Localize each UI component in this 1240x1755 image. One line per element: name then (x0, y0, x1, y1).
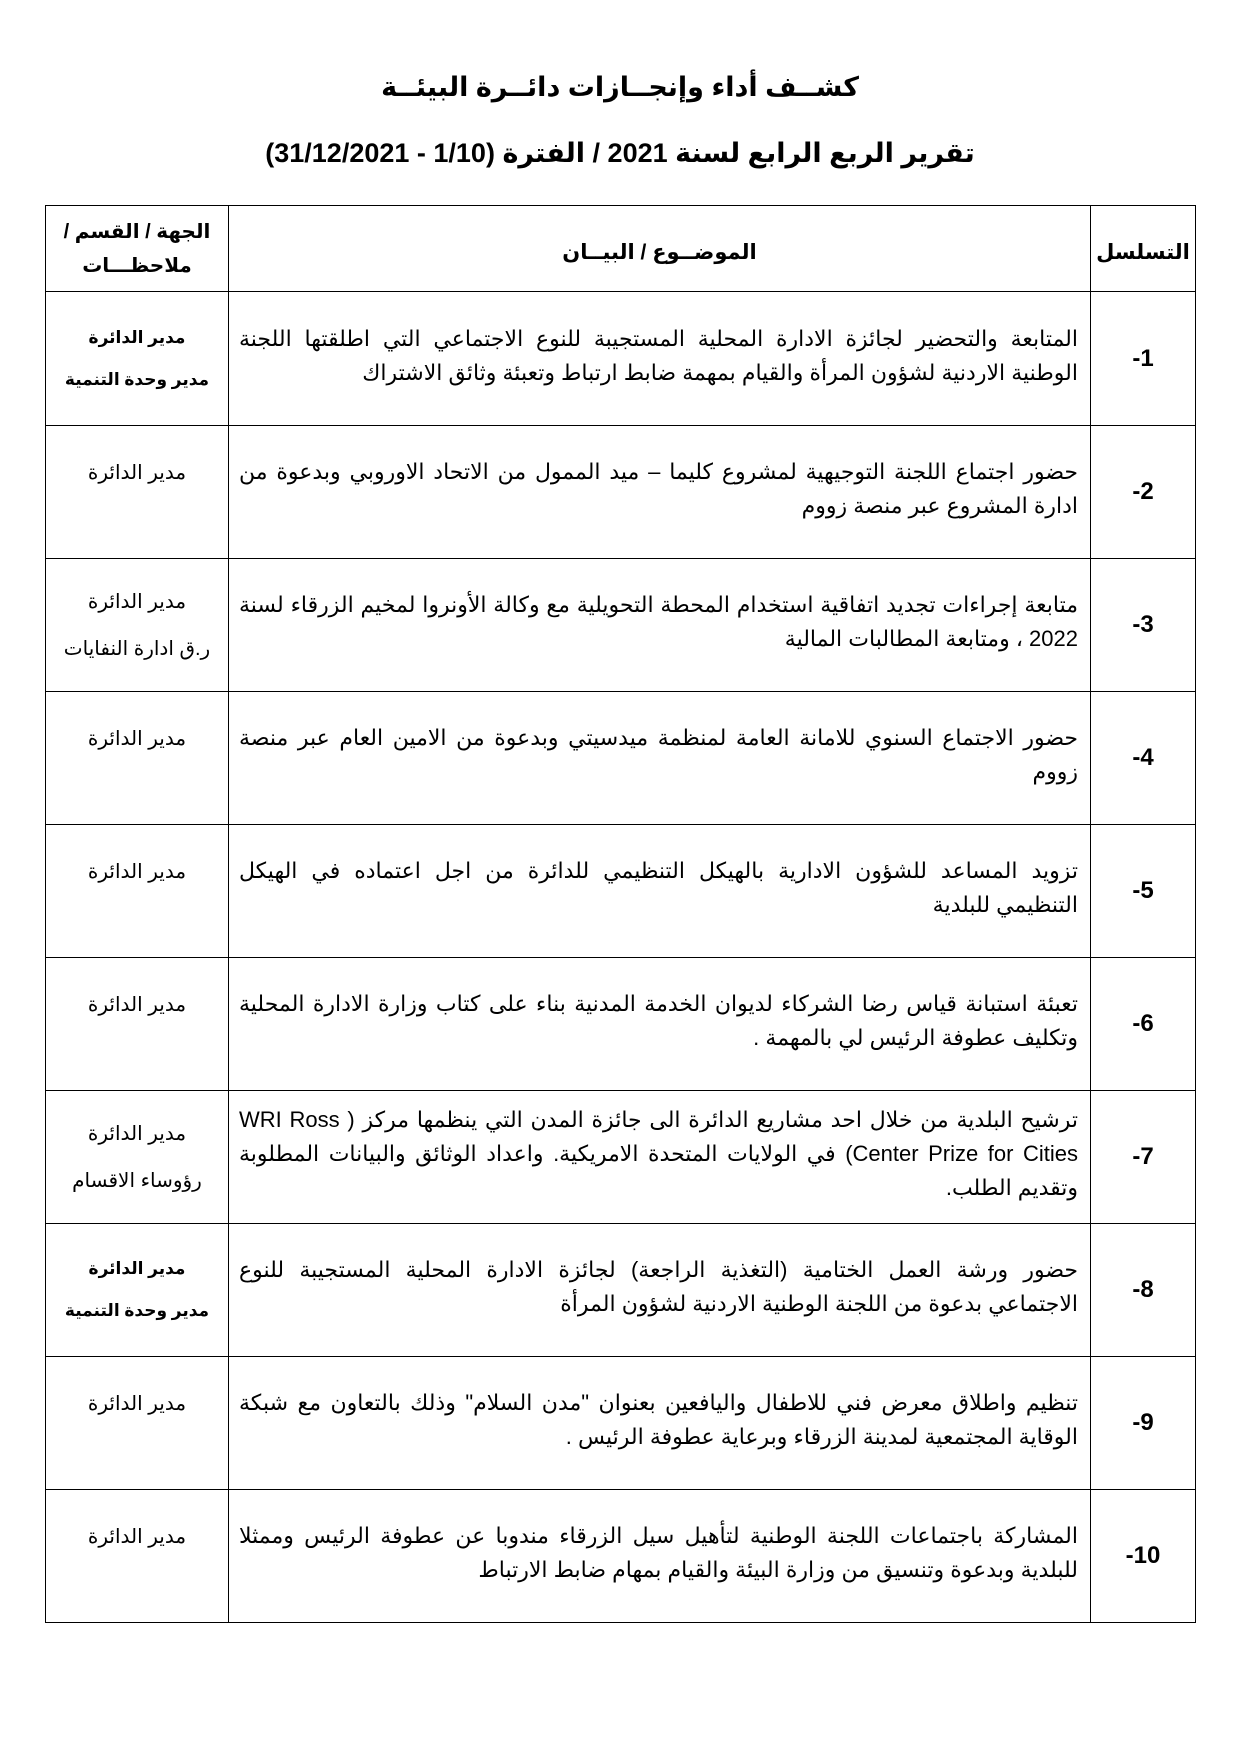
note-line: مدير الدائرة (88, 327, 186, 347)
row-seq: -1 (1091, 292, 1196, 426)
report-table (45, 205, 1196, 1623)
report-body (46, 292, 1196, 1623)
page-title: كشــف أداء وإنجــازات دائــرة البيئــة (381, 72, 859, 102)
table-row (46, 692, 1196, 825)
note-line: مدير الدائرة (87, 1123, 187, 1145)
notes-stack (50, 1391, 224, 1416)
row-notes (46, 1357, 229, 1490)
row-subject: تزويد المساعد للشؤون الادارية بالهيكل التنظيمي للدائرة من اجل اعتماده في الهيكل التنظيمي للبلدية (229, 825, 1091, 958)
header-notes-line2: ملاحظـــات (82, 255, 192, 277)
table-row (46, 426, 1196, 559)
row-subject: حضور اجتماع اللجنة التوجيهية لمشروع كليما – ميد الممول من الاتحاد الاوروبي وبدعوة من ادارة المشروع عبر منصة زووم (229, 426, 1091, 559)
note-line: مدير وحدة التنمية (64, 369, 210, 389)
note-line: مدير الدائرة (87, 1526, 187, 1548)
table-row (46, 292, 1196, 426)
note-line: رؤوساء الاقسام (72, 1170, 202, 1192)
header-notes (46, 206, 229, 292)
row-seq: -3 (1091, 559, 1196, 692)
table-row (46, 825, 1196, 958)
row-seq: -5 (1091, 825, 1196, 958)
row-seq: -8 (1091, 1224, 1196, 1357)
header-subject: الموضــوع / البيــان (229, 206, 1091, 292)
row-subject: المتابعة والتحضير لجائزة الادارة المحلية المستجيبة للنوع الاجتماعي التي اطلقتها اللجنة الوطنية الاردنية لشؤون المرأة والقيام بمهمة ضابط ارتباط وتعبئة وثائق الاشتراك (229, 292, 1091, 426)
row-notes (46, 1224, 229, 1357)
row-subject: المشاركة باجتماعات اللجنة الوطنية لتأهيل سيل الزرقاء مندوبا عن عطوفة الرئيس وممثلا للبلدية وبدعوة وتنسيق من وزارة البيئة والقيام بمهام ضابط الارتباط (229, 1490, 1091, 1623)
table-row (46, 1490, 1196, 1623)
page-subtitle: تقرير الربع الرابع لسنة 2021 / الفترة (1/10 - 31/12/2021) (265, 138, 975, 168)
row-subject: حضور ورشة العمل الختامية (التغذية الراجعة) لجائزة الادارة المحلية المستجيبة للنوع الاجتماعي بدعوة من اللجنة الوطنية الاردنية لشؤون المرأة (229, 1224, 1091, 1357)
note-line: مدير الدائرة (88, 1259, 186, 1278)
row-notes (46, 692, 229, 825)
row-notes (46, 958, 229, 1091)
row-notes (46, 426, 229, 559)
table-row (46, 1091, 1196, 1224)
notes-stack (50, 726, 224, 751)
table-row (46, 1224, 1196, 1357)
row-notes (46, 559, 229, 692)
note-line: مدير الدائرة (87, 994, 187, 1016)
table-header-row (46, 206, 1196, 292)
row-subject: تعبئة استبانة قياس رضا الشركاء لديوان الخدمة المدنية بناء على كتاب وزارة الادارة المحلية وتكليف عطوفة الرئيس لي بالمهمة . (229, 958, 1091, 1091)
notes-stack (50, 460, 224, 485)
row-notes (46, 1091, 229, 1224)
note-line: مدير الدائرة (87, 1393, 187, 1415)
notes-stack (50, 1259, 224, 1321)
row-seq: -6 (1091, 958, 1196, 1091)
row-seq: -10 (1091, 1490, 1196, 1623)
row-seq: -7 (1091, 1091, 1196, 1224)
table-row (46, 958, 1196, 1091)
note-line: مدير الدائرة (87, 462, 187, 484)
row-subject: متابعة إجراءات تجديد اتفاقية استخدام المحطة التحويلية مع وكالة الأونروا لمخيم الزرقاء لسنة 2022 ، ومتابعة المطالبات المالية (229, 559, 1091, 692)
note-line: مدير وحدة التنمية (64, 1301, 210, 1320)
table-row (46, 559, 1196, 692)
table-row (46, 1357, 1196, 1490)
notes-stack (50, 589, 224, 661)
row-seq: -2 (1091, 426, 1196, 559)
row-subject: حضور الاجتماع السنوي للامانة العامة لمنظمة ميدسيتي وبدعوة من الامين العام عبر منصة زووم (229, 692, 1091, 825)
header-notes-line1: الجهة / القسم / (63, 221, 211, 243)
row-seq: -9 (1091, 1357, 1196, 1490)
note-line: مدير الدائرة (87, 861, 187, 883)
notes-stack (50, 1121, 224, 1193)
row-notes (46, 1490, 229, 1623)
notes-stack (50, 1524, 224, 1549)
row-seq: -4 (1091, 692, 1196, 825)
note-line: مدير الدائرة (87, 591, 187, 613)
header-seq: التسلسل (1091, 206, 1196, 292)
row-notes (46, 292, 229, 426)
row-subject: تنظيم واطلاق معرض فني للاطفال واليافعين بعنوان "مدن السلام" وذلك بالتعاون مع شبكة الوقاية المجتمعية لمدينة الزرقاء وبرعاية عطوفة الرئيس . (229, 1357, 1091, 1490)
row-subject: ترشيح البلدية من خلال احد مشاريع الدائرة الى جائزة المدن التي ينظمها مركز ( WRI Ross Center Prize for Cities) في الولايات المتحدة الامريكية. واعداد الوثائق والبيانات المطلوبة وتقديم الطلب. (229, 1091, 1091, 1224)
notes-stack (50, 859, 224, 884)
row-notes (46, 825, 229, 958)
note-line: ر.ق ادارة النفايات (63, 638, 211, 660)
notes-stack (50, 328, 224, 390)
notes-stack (50, 992, 224, 1017)
note-line: مدير الدائرة (87, 728, 187, 750)
